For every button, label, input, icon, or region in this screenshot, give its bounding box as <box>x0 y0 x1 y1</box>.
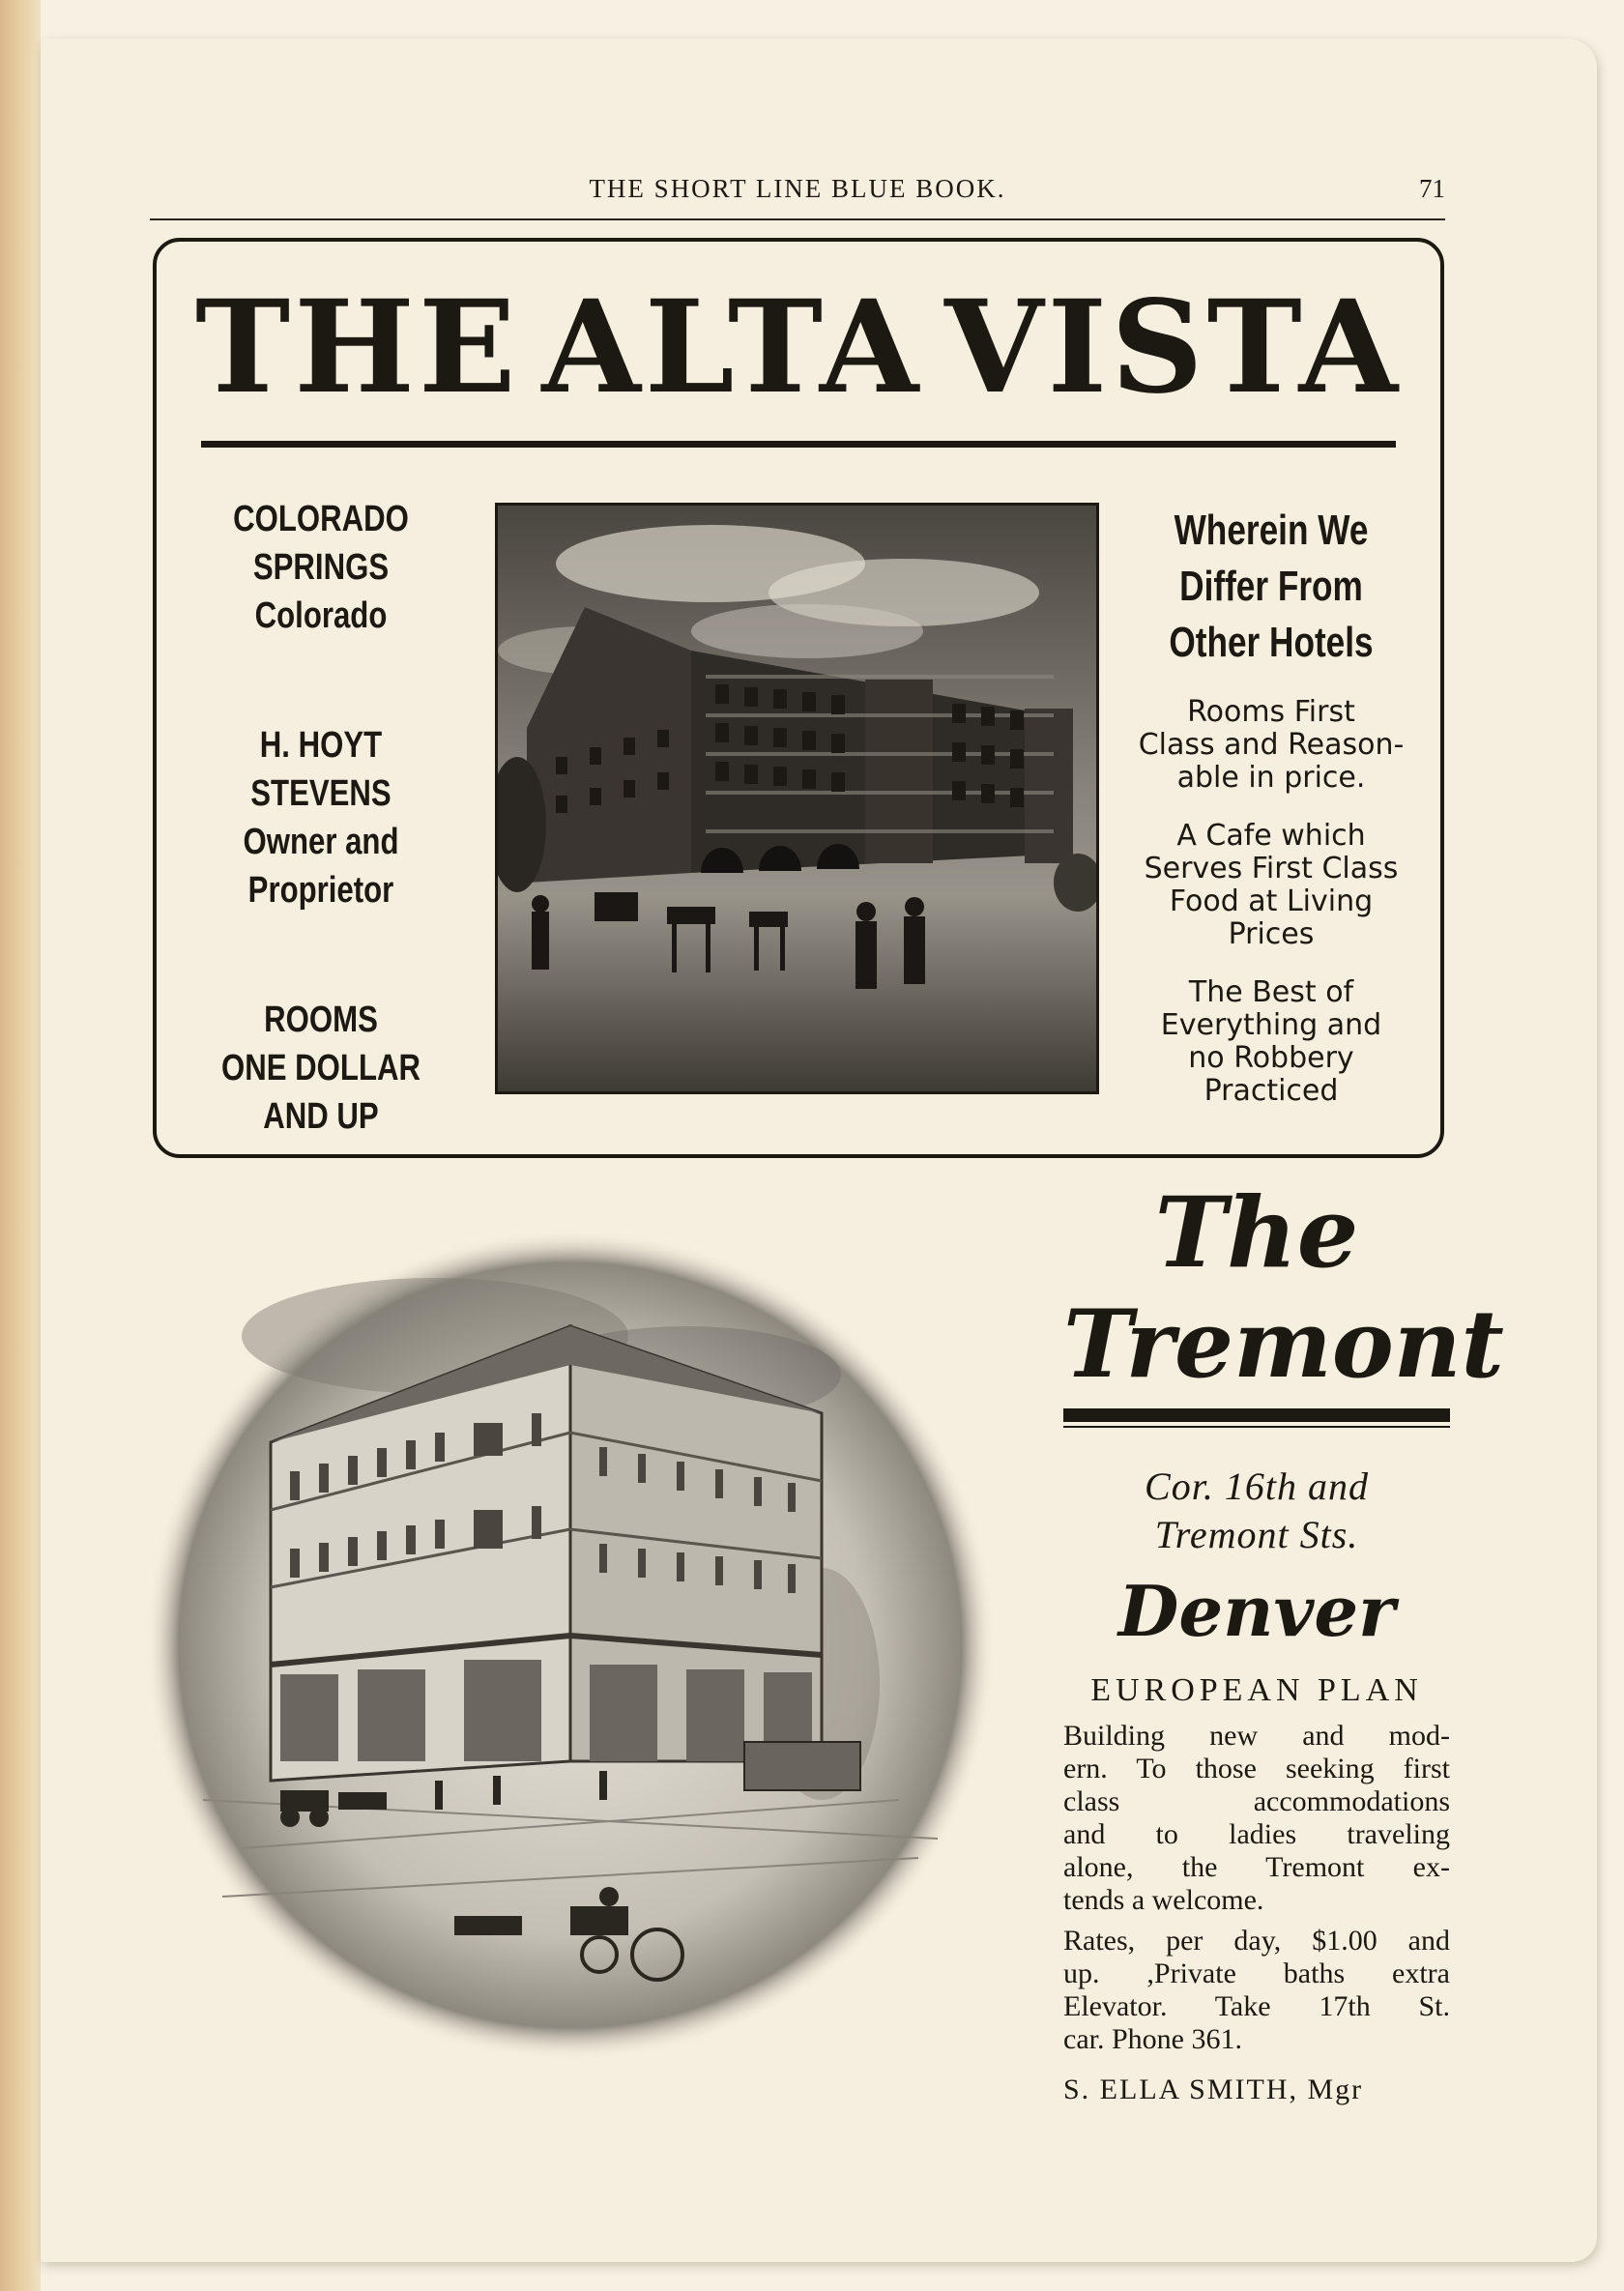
text-line: The Best of <box>1188 975 1354 1009</box>
tremont-name: Tremont <box>1063 1290 1504 1399</box>
text-line: no Robbery <box>1188 1041 1354 1075</box>
book-title: THE SHORT LINE BLUE BOOK. <box>589 174 1006 203</box>
rooms-paragraph <box>1117 696 1425 795</box>
alta-vista-left-column <box>176 495 466 1141</box>
text-line: able in price. <box>1176 761 1366 795</box>
text-line: Elevator. Take 17th St. <box>1063 1990 1450 2022</box>
book-spine <box>0 0 41 2291</box>
text-line: Building new and mod- <box>1063 1720 1450 1752</box>
address-line: Tremont Sts. <box>1154 1513 1359 1556</box>
page-number: 71 <box>1419 174 1445 203</box>
text-line: up. ,Private baths extra <box>1063 1958 1450 1989</box>
text-line: H. HOYT STEVENS <box>250 725 392 814</box>
text-line: Food at Living <box>1169 884 1374 918</box>
text-line: tends a welcome. <box>1063 1884 1264 1916</box>
rates-block <box>176 996 466 1141</box>
plan-label: EUROPEAN PLAN <box>1090 1672 1423 1708</box>
text-line: Everything and <box>1160 1008 1382 1042</box>
text-line: Class and Reason- <box>1138 728 1405 762</box>
right-heading <box>1117 503 1425 671</box>
city-name: Denver <box>1117 1570 1396 1652</box>
owner-block <box>176 721 466 914</box>
text-line: Wherein We <box>1174 507 1369 554</box>
rates-paragraph <box>1063 1925 1450 2056</box>
alta-vista-advertisement <box>153 238 1444 1158</box>
text-line: ern. To those seeking first <box>1063 1753 1450 1784</box>
alta-vista-right-column <box>1117 503 1425 1108</box>
text-line: AND UP <box>263 1096 379 1137</box>
text-line: SPRINGS <box>252 547 390 588</box>
heavy-rule <box>1063 1408 1450 1422</box>
alta-vista-title <box>195 273 1402 422</box>
tremont-advertisement-text <box>1063 1174 1504 2106</box>
text-line: alone, the Tremont ex- <box>1063 1851 1450 1883</box>
hotel-engraving-image <box>498 506 1096 1091</box>
text-line: ROOMS <box>264 1000 378 1040</box>
text-line: Rates, per day, $1.00 and <box>1063 1925 1450 1957</box>
text-line: Owner and <box>243 822 399 862</box>
title-word: THE <box>195 273 520 422</box>
location-block <box>176 495 466 640</box>
text-line: Serves First Class <box>1144 852 1399 885</box>
welcome-paragraph <box>1063 1720 1450 1917</box>
text-line: car. Phone 361. <box>1063 2023 1242 2055</box>
text-line: Differ From <box>1179 563 1363 610</box>
text-line: Prices <box>1228 917 1315 951</box>
tremont-the: The <box>1154 1175 1359 1290</box>
title-word: ALTA <box>541 273 923 422</box>
text-line: Other Hotels <box>1169 619 1374 666</box>
text-line: COLORADO <box>233 499 409 539</box>
text-line: Colorado <box>254 595 388 636</box>
cafe-paragraph <box>1117 820 1425 951</box>
text-line: Proprietor <box>247 870 394 911</box>
tremont-engraving-image <box>145 1220 996 2071</box>
text-line: ONE DOLLAR <box>221 1048 420 1088</box>
text-line: Practiced <box>1204 1074 1339 1108</box>
text-line: class accommodations <box>1063 1785 1450 1817</box>
text-line: and to ladies traveling <box>1063 1818 1450 1850</box>
text-line: Rooms First <box>1187 695 1355 729</box>
best-paragraph <box>1117 976 1425 1108</box>
tremont-hotel-illustration <box>145 1220 996 2071</box>
alta-vista-hotel-photo <box>495 503 1099 1094</box>
title-rule <box>201 441 1396 448</box>
text-line: A Cafe which <box>1176 819 1366 853</box>
address-line: Cor. 16th and <box>1145 1464 1369 1508</box>
running-head <box>150 174 1445 220</box>
thin-rule <box>1063 1426 1450 1428</box>
manager-name: S. ELLA SMITH, Mgr <box>1063 2074 1364 2105</box>
title-word: VISTA <box>944 273 1402 422</box>
